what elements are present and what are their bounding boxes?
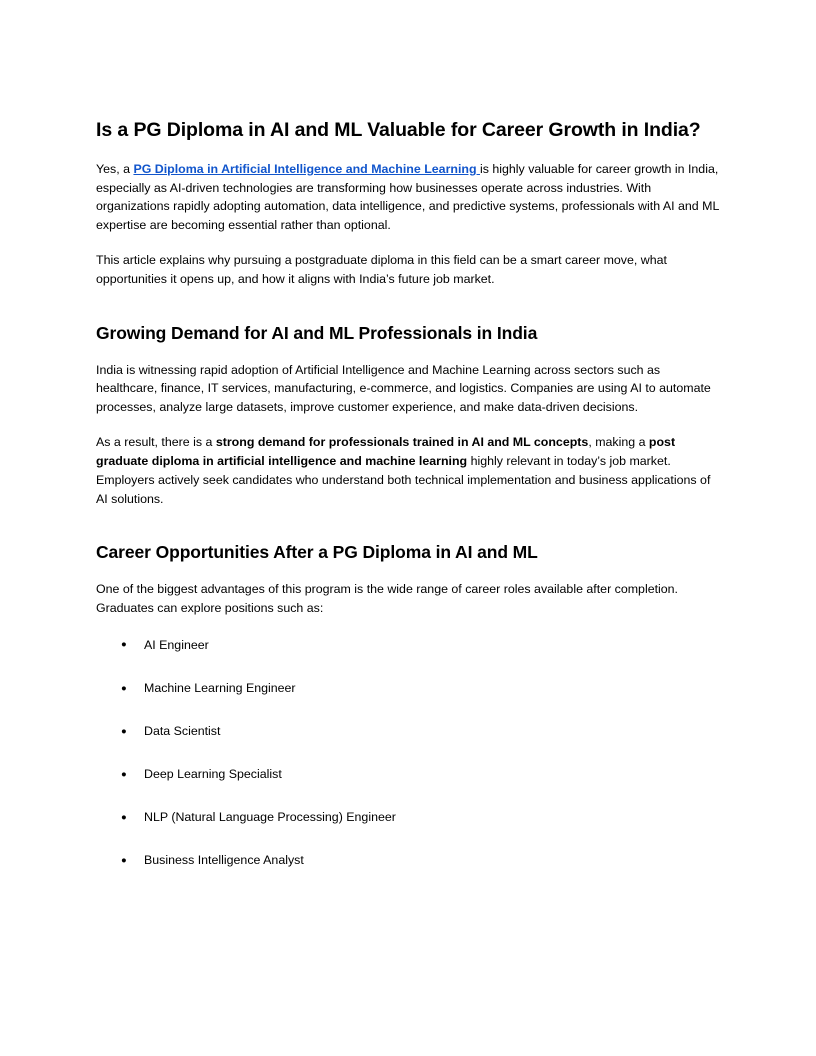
demand-text-part-3: highly relevant in today’s job market. Employers actively seek candidates who understand both technical implementation and business applications of AI solutions.: [96, 453, 711, 506]
pg-diploma-link[interactable]: PG Diploma in Artificial Intelligence and Machine Learning: [133, 161, 480, 176]
intro-text-after-link: is highly valuable for career growth in India, especially as AI-driven technologies are transforming how businesses operate across industries. With organizations rapidly adopting automation, data intelligence, and predictive systems, professionals with AI and ML expertise are becoming essential rather than optional.: [96, 161, 719, 233]
growing-demand-paragraph-2: [96, 433, 720, 508]
demand-text-part-2: , making a: [588, 435, 649, 450]
page-title: Is a PG Diploma in AI and ML Valuable for Career Growth in India?: [96, 119, 701, 141]
intro-paragraph-2: This article explains why pursuing a postgraduate diploma in this field can be a smart career move, what opportunities it opens up, and how it aligns with India’s future job market.: [96, 253, 667, 286]
list-item: ● AI Engineer: [144, 636, 720, 655]
demand-text-part-1: As a result, there is a: [96, 435, 216, 450]
career-roles-list: [96, 636, 720, 870]
list-item: ● Machine Learning Engineer: [144, 679, 720, 698]
intro-paragraph: [96, 160, 720, 235]
list-item: ● Data Scientist: [144, 722, 720, 741]
intro-text-before-link: Yes, a: [96, 161, 134, 176]
section-heading-career-opportunities: Career Opportunities After a PG Diploma in AI and ML: [96, 542, 538, 563]
demand-bold-1: strong demand for professionals trained in AI and ML concepts: [215, 435, 589, 450]
section-heading-growing-demand: Growing Demand for AI and ML Professionals in India: [96, 322, 538, 343]
career-opportunities-paragraph: One of the biggest advantages of this program is the wide range of career roles available after completion. Graduates can explore positions such as:: [96, 582, 679, 616]
growing-demand-paragraph-1: India is witnessing rapid adoption of Artificial Intelligence and Machine Learning across sectors such as healthcare, finance, IT services, manufacturing, e-commerce, and logistics. Companies are using AI to automate processes, analyze large datasets, improve customer experience, and make data-driven decisions.: [96, 362, 711, 415]
list-item: ● NLP (Natural Language Processing) Engineer: [144, 808, 720, 827]
demand-bold-2: post graduate diploma in artificial intelligence and machine learning: [96, 435, 676, 468]
list-item: ● Deep Learning Specialist: [144, 765, 720, 784]
list-item: ● Business Intelligence Analyst: [144, 851, 720, 870]
document-body: [96, 118, 720, 870]
